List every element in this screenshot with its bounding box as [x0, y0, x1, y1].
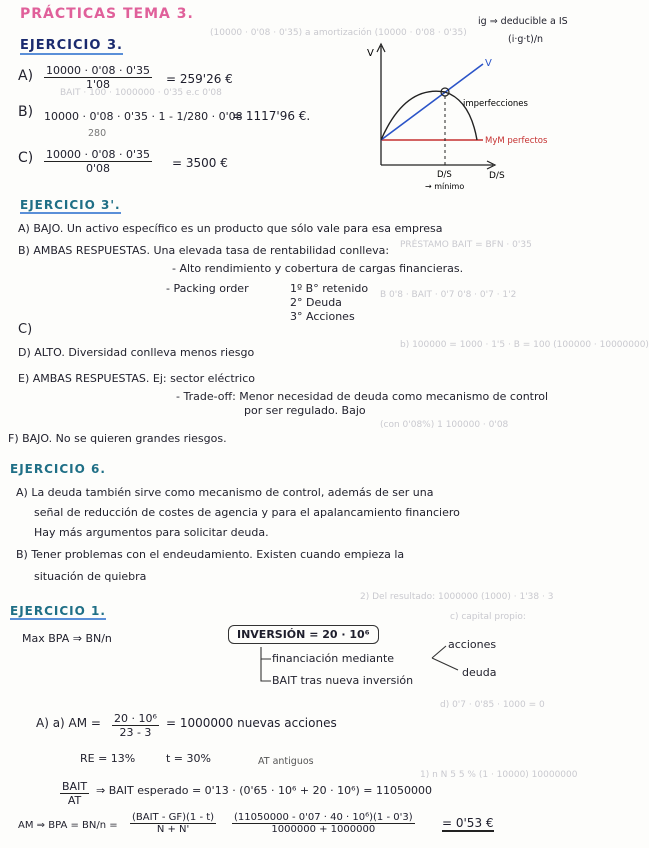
ghost-line: PRÉSTAMO BAIT = BFN · 0'35 — [400, 240, 532, 250]
ex3-a-denominator: 1'08 — [85, 78, 111, 91]
new-shares-fraction — [112, 712, 159, 739]
arrow-bait — [261, 659, 271, 681]
ex3b-item: B) AMBAS RESPUESTAS. Una elevada tasa de rentabilidad conlleva: — [18, 244, 390, 257]
heading-ejercicio-1: EJERCICIO 1. — [10, 604, 106, 618]
ex3b-item: por ser regulado. Bajo — [244, 404, 366, 417]
value-vs-leverage-graph — [365, 40, 595, 195]
heading-ejercicio-3b: EJERCICIO 3'. — [20, 198, 121, 212]
financing-text: financiación mediante — [272, 652, 395, 665]
ex3b-item: - Trade-off: Menor necesidad de deuda como mecanismo de control — [176, 390, 549, 403]
ex3b-item: A) BAJO. Un activo específico es un producto que sólo vale para esa empresa — [18, 222, 443, 235]
bpa-label: AM ⇒ BPA = BN/n = — [18, 820, 118, 831]
ex3-a-label: A) — [18, 68, 34, 84]
ghost-line: (10000 · 0'08 · 0'35) a amortización (10000 · 0'08 · 0'35) — [210, 28, 467, 38]
curve-label: imperfecciones — [463, 99, 528, 109]
mm-label: MyM perfectos — [485, 136, 548, 146]
bpa-values-denominator: 1000000 + 1000000 — [271, 824, 376, 835]
ex3-c-label: C) — [18, 150, 34, 166]
x-tick-note: → mínimo — [425, 182, 465, 191]
y-axis-label: V — [367, 48, 374, 59]
ghost-line: d) 0'7 · 0'85 · 1000 = 0 — [440, 700, 545, 710]
ex6-item: A) La deuda también sirve como mecanismo de control, además de ser una — [16, 486, 434, 499]
ex3b-item: C) — [18, 322, 33, 337]
heading-ejercicio-6: EJERCICIO 6. — [10, 462, 106, 476]
ex3-b-expression: 10000 · 0'08 · 0'35 · 1 - 1/280 · 0'08 — [44, 110, 243, 123]
financing-acciones: acciones — [448, 638, 497, 651]
new-shares-result: = 1000000 nuevas acciones — [166, 716, 337, 730]
ghost-line: (con 0'08%) 1 100000 · 0'08 — [380, 420, 509, 430]
x-tick-label: D/S — [437, 170, 452, 180]
ex3-a-fraction — [44, 64, 152, 91]
investment-box: INVERSIÓN = 20 · 10⁶ — [228, 625, 379, 644]
ex3b-item: F) BAJO. No se quieren grandes riesgos. — [8, 432, 227, 445]
max-bpa: Max BPA ⇒ BN/n — [22, 632, 112, 645]
part-a-label: A) a) AM = — [36, 716, 101, 730]
bpa-formula-numerator: (BAIT - GF)(1 - t) — [132, 812, 215, 823]
ex3-c-denominator: 0'08 — [85, 162, 111, 175]
ex6-item: señal de reducción de costes de agencia y para el apalancamiento financiero — [34, 506, 460, 519]
financing-deuda: deuda — [462, 666, 497, 679]
bpa-result: = 0'53 € — [442, 816, 494, 830]
ex6-item: B) Tener problemas con el endeudamiento. Existen cuando empieza la — [16, 548, 405, 561]
ex3-c-numerator: 10000 · 0'08 · 0'35 — [46, 148, 151, 161]
ex6-item: Hay más argumentos para solicitar deuda. — [34, 526, 269, 539]
levered-value-label: V — [485, 58, 492, 69]
bait-ratio — [60, 780, 89, 807]
ex3b-item: - Alto rendimiento y cobertura de cargas financieras. — [172, 262, 464, 275]
bait-ratio-numerator: BAIT — [62, 780, 88, 793]
new-shares-denominator: 23 - 3 — [119, 726, 152, 739]
ex3b-item: 3° Acciones — [290, 310, 355, 323]
ghost-line: 2) Del resultado: 1000000 (1000) · 1'38 · 3 — [360, 592, 554, 602]
page-title: PRÁCTICAS TEMA 3. — [20, 6, 194, 22]
arrow-financing — [261, 647, 271, 659]
bait-ratio-denominator: AT — [67, 794, 82, 807]
arrow-to-deuda — [432, 658, 458, 670]
heading-ejercicio-3: EJERCICIO 3. — [20, 38, 123, 53]
ex3-c-fraction — [44, 148, 152, 175]
top-note-fraction: (i·g·t)/n — [508, 34, 544, 45]
ex3b-item: 2° Deuda — [290, 296, 342, 309]
ex3b-item: 1º B° retenido — [290, 282, 369, 295]
re-value: RE = 13% — [80, 752, 136, 765]
ex3-b-label: B) — [18, 104, 34, 120]
ghost-line: 1) n N 5 5 % (1 · 10000) 10000000 — [420, 770, 578, 780]
ex3b-item: - Packing order — [166, 282, 249, 295]
ex3-c-result: = 3500 € — [172, 156, 228, 170]
bpa-values-numerator: (11050000 - 0'07 · 40 · 10⁶)(1 - 0'3) — [234, 812, 413, 823]
expected-bait: ⇒ BAIT esperado = 0'13 · (0'65 · 10⁶ + 20 · 10⁶) = 11050000 — [96, 784, 432, 797]
bpa-values-fraction — [232, 812, 415, 835]
at-note: AT antiguos — [258, 756, 314, 767]
bpa-formula-fraction — [130, 812, 216, 835]
bait-after-investment: BAIT tras nueva inversión — [272, 674, 414, 687]
bpa-formula-denominator: N + N' — [156, 824, 190, 835]
ex3-a-result: = 259'26 € — [166, 72, 233, 86]
ex6-item: situación de quiebra — [34, 570, 147, 583]
ex3b-item: E) AMBAS RESPUESTAS. Ej: sector eléctrico — [18, 372, 255, 385]
new-shares-numerator: 20 · 10⁶ — [114, 712, 157, 725]
t-value: t = 30% — [166, 752, 211, 765]
ghost-line: b) 100000 = 1000 · 1'5 · B = 100 (100000 · 10000000) — [400, 340, 649, 350]
ex3b-item: D) ALTO. Diversidad conlleva menos riesgo — [18, 346, 255, 359]
ex3-a-numerator: 10000 · 0'08 · 0'35 — [46, 64, 151, 77]
ex3-b-result: = 1117'96 €. — [232, 109, 311, 123]
financing-split-arrows — [430, 640, 470, 676]
ghost-line: B 0'8 · BAIT · 0'7 0'8 · 0'7 · 1'2 — [380, 290, 517, 300]
ghost-line: c) capital propio: — [450, 612, 526, 622]
arrow-to-acciones — [432, 646, 446, 658]
ghost-line: BAIT · 100 · 1000000 · 0'35 e.c 0'08 — [60, 88, 222, 98]
x-axis-label: D/S — [489, 171, 505, 181]
ex3-b-sub: 280 — [88, 128, 107, 139]
top-note: ig ⇒ deducible a IS — [478, 16, 568, 27]
